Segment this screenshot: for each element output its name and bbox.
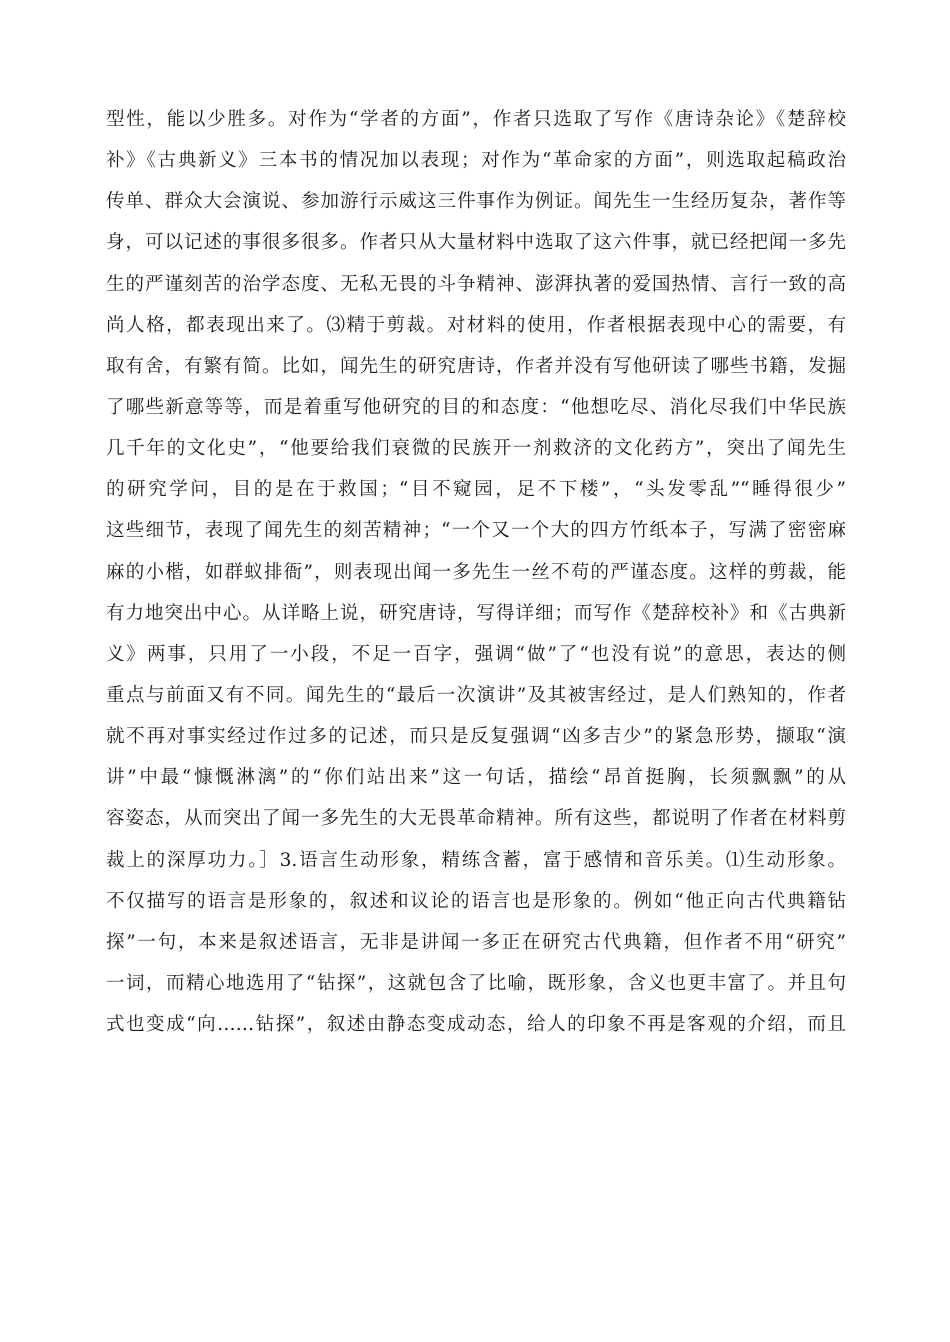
text-line: 补》《古典新义》三本书的情况加以表现；对作为“革命家的方面”，则选取起稿政治: [106, 150, 846, 172]
text-line: 几千年的文化史”，“他要给我们衰微的民族开一剂救济的文化药方”，突出了闻先生: [106, 438, 846, 460]
text-line: 一词，而精心地选用了“钻探”，这就包含了比喻，既形象，含义也更丰富了。并且句: [106, 972, 846, 994]
text-line: 有力地突出中心。从详略上说，研究唐诗，写得详细；而写作《楚辞校补》和《古典新: [106, 602, 846, 624]
text-line: 传单、群众大会演说、参加游行示威这三件事作为例证。闻先生一生经历复杂，著作等: [106, 191, 846, 213]
text-line: 这些细节，表现了闻先生的刻苦精神；“一个又一个大的四方竹纸本子，写满了密密麻: [106, 520, 846, 542]
text-line: 重点与前面又有不同。闻先生的“最后一次演讲”及其被害经过，是人们熟知的，作者: [106, 684, 846, 706]
text-line: 麻的小楷，如群蚁排衙”，则表现出闻一多先生一丝不苟的严谨态度。这样的剪裁，能: [106, 561, 846, 583]
text-line: 生的严谨刻苦的治学态度、无私无畏的斗争精神、澎湃执著的爱国热情、言行一致的高: [106, 273, 846, 295]
text-line: 探”一句，本来是叙述语言，无非是讲闻一多正在研究古代典籍，但作者不用“研究”: [106, 931, 846, 953]
text-line: 式也变成“向……钻探”，叙述由静态变成动态，给人的印象不再是客观的介绍，而且: [106, 1014, 846, 1036]
text-line: 不仅描写的语言是形象的，叙述和议论的语言也是形象的。例如“他正向古代典籍钻: [106, 890, 846, 912]
text-line: 的研究学问，目的是在于救国；“目不窥园，足不下楼”，“头发零乱”“睡得很少”: [106, 479, 846, 501]
body-text: [106, 103, 846, 1049]
text-line: 裁上的深厚功力。］3.语言生动形象，精练含蓄，富于感情和音乐美。⑴生动形象。: [106, 849, 846, 871]
text-line: 尚人格，都表现出来了。⑶精于剪裁。对材料的使用，作者根据表现中心的需要，有: [106, 314, 846, 336]
text-line: 义》两事，只用了一小段，不足一百字，强调“做”了“也没有说”的意思，表达的侧: [106, 643, 846, 665]
text-line: 型性，能以少胜多。对作为“学者的方面”，作者只选取了写作《唐诗杂论》《楚辞校: [106, 109, 846, 130]
text-line: 就不再对事实经过作过多的记述，而只是反复强调“凶多吉少”的紧急形势，撷取“演: [106, 726, 846, 748]
text-line: 讲”中最“慷慨淋漓”的“你们站出来”这一句话，描绘“昂首挺胸，长须飘飘”的从: [106, 767, 846, 789]
text-line: 容姿态，从而突出了闻一多先生的大无畏革命精神。所有这些，都说明了作者在材料剪: [106, 808, 846, 830]
text-line: 身，可以记述的事很多很多。作者只从大量材料中选取了这六件事，就已经把闻一多先: [106, 232, 846, 254]
text-line: 了哪些新意等等，而是着重写他研究的目的和态度：“他想吃尽、消化尽我们中华民族: [106, 396, 846, 418]
text-line: 取有舍，有繁有简。比如，闻先生的研究唐诗，作者并没有写他研读了哪些书籍，发掘: [106, 355, 846, 377]
